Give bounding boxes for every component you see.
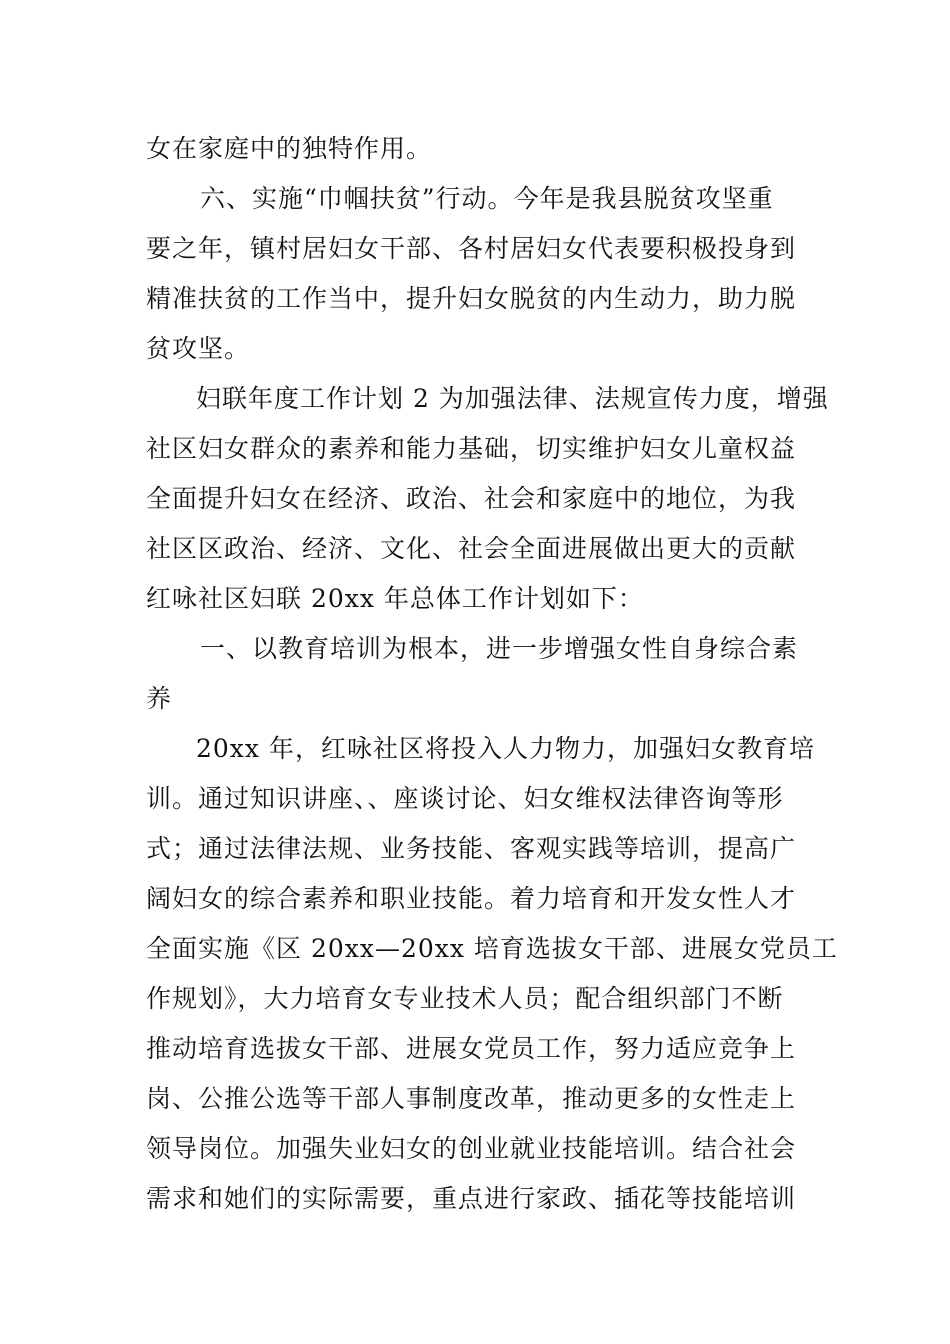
text-line: 女在家庭中的独特作用。	[146, 134, 433, 163]
text-line: 要之年，镇村居妇女干部、各村居妇女代表要积极投身到	[146, 234, 797, 263]
text-line: 阔妇女的综合素养和职业技能。着力培育和开发女性人才	[146, 884, 797, 913]
text-line: 全面实施《区 20xx—20xx 培育选拔女干部、进展女党员工	[146, 934, 838, 963]
text-line: 社区妇女群众的素养和能力基础，切实维护妇女儿童权益	[146, 434, 797, 463]
text-line: 20xx 年，红咏社区将投入人力物力，加强妇女教育培	[196, 734, 815, 763]
text-line: 训。通过知识讲座、、座谈讨论、妇女维权法律咨询等形	[146, 784, 784, 813]
text-line: 全面提升妇女在经济、政治、社会和家庭中的地位，为我	[146, 484, 797, 513]
text-line: 养	[146, 684, 173, 713]
text-line: 一、以教育培训为根本，进一步增强女性自身综合素	[200, 634, 799, 663]
text-line: 需求和她们的实际需要，重点进行家政、插花等技能培训	[146, 1184, 797, 1213]
text-line: 社区区政治、经济、文化、社会全面进展做出更大的贡献	[146, 534, 797, 563]
text-line: 岗、公推公选等干部人事制度改革，推动更多的女性走上	[146, 1084, 797, 1113]
text-line: 妇联年度工作计划 2 为加强法律、法规宣传力度，增强	[196, 384, 829, 413]
text-line: 精准扶贫的工作当中，提升妇女脱贫的内生动力，助力脱	[146, 284, 797, 313]
text-line: 作规划》，大力培育女专业技术人员；配合组织部门不断	[146, 984, 784, 1013]
text-line: 领导岗位。加强失业妇女的创业就业技能培训。结合社会	[146, 1134, 797, 1163]
text-line: 推动培育选拔女干部、进展女党员工作，努力适应竞争上	[146, 1034, 797, 1063]
text-line: 红咏社区妇联 20xx 年总体工作计划如下：	[146, 584, 644, 613]
text-line: 式；通过法律法规、业务技能、客观实践等培训，提高广	[146, 834, 797, 863]
text-line: 六、实施“巾帼扶贫”行动。今年是我县脱贫攻坚重	[200, 184, 774, 213]
text-line: 贫攻坚。	[146, 334, 251, 363]
